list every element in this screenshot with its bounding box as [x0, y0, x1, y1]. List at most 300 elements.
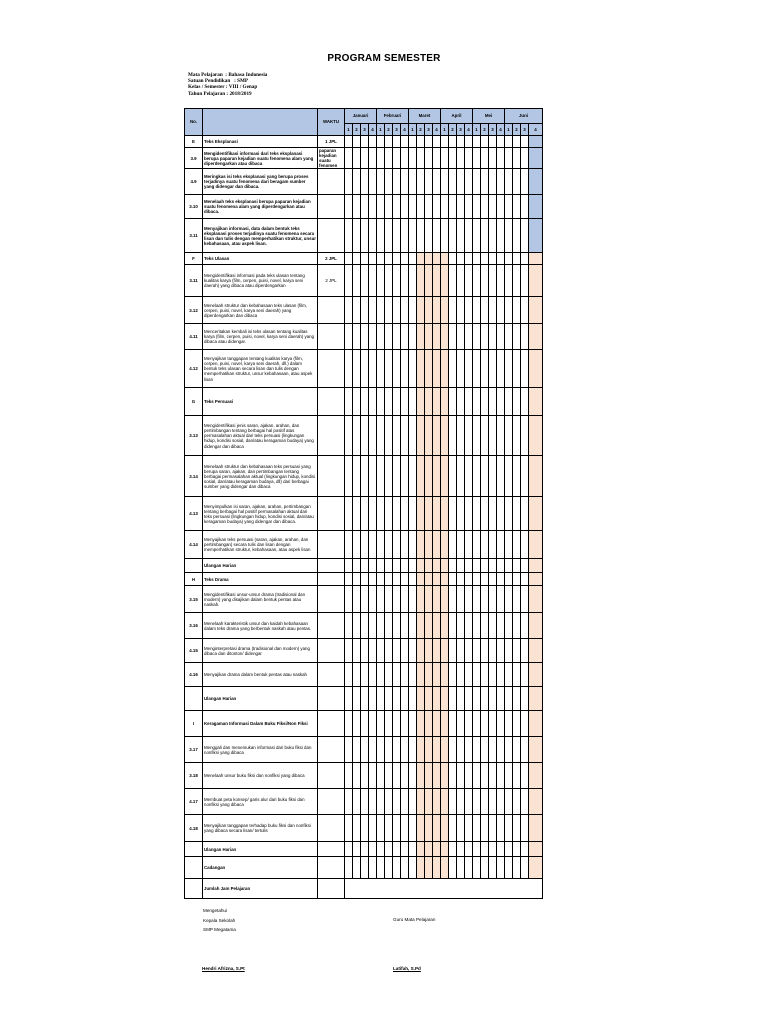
week-cell	[369, 639, 377, 663]
week-cell	[409, 763, 417, 789]
week-cell	[369, 613, 377, 639]
row-number: H	[185, 573, 203, 586]
week-cell	[369, 497, 377, 531]
week-cell	[377, 559, 385, 573]
row-waktu	[318, 687, 345, 711]
week-cell	[497, 586, 505, 613]
week-cell	[401, 456, 409, 497]
week-cell	[481, 857, 489, 879]
row-waktu	[318, 388, 345, 416]
week-cell	[505, 297, 513, 324]
week-cell	[473, 531, 481, 559]
week-cell	[505, 169, 513, 195]
week-cell	[441, 324, 449, 350]
week-cell	[417, 789, 425, 815]
week-cell	[393, 169, 401, 195]
week-cell	[425, 737, 433, 763]
week-cell	[481, 711, 489, 737]
week-cell	[417, 416, 425, 456]
week-cell	[425, 711, 433, 737]
week-cell	[497, 789, 505, 815]
week-cell	[369, 350, 377, 388]
week-cell	[417, 663, 425, 687]
week-cell	[457, 815, 465, 842]
week-cell	[401, 789, 409, 815]
table-row	[185, 531, 543, 559]
week-cell	[393, 763, 401, 789]
week-cell	[377, 663, 385, 687]
week-cell	[417, 842, 425, 857]
week-cell	[417, 388, 425, 416]
week-cell	[497, 416, 505, 456]
row-waktu	[318, 416, 345, 456]
week-cell	[417, 219, 425, 253]
week-cell	[489, 815, 497, 842]
week-cell	[377, 613, 385, 639]
header-month: Mei	[473, 109, 505, 124]
week-cell	[465, 737, 473, 763]
table-row	[185, 573, 543, 586]
week-cell	[441, 265, 449, 297]
week-cell	[361, 253, 369, 265]
row-waktu	[318, 639, 345, 663]
week-cell	[441, 350, 449, 388]
week-cell	[425, 324, 433, 350]
week-cell	[489, 763, 497, 789]
week-cell	[353, 195, 361, 219]
week-cell	[449, 763, 457, 789]
row-waktu	[318, 297, 345, 324]
week-cell	[521, 711, 529, 737]
week-cell	[489, 531, 497, 559]
week-cell	[529, 416, 543, 456]
week-cell	[505, 763, 513, 789]
week-cell	[433, 573, 441, 586]
week-cell	[505, 195, 513, 219]
week-cell	[521, 195, 529, 219]
week-cell	[385, 586, 393, 613]
table-row	[185, 416, 543, 456]
week-cell	[369, 789, 377, 815]
week-cell	[361, 531, 369, 559]
week-cell	[353, 842, 361, 857]
week-cell	[481, 737, 489, 763]
signature-left-block	[203, 906, 236, 935]
week-cell	[369, 711, 377, 737]
week-cell	[417, 195, 425, 219]
week-cell	[449, 559, 457, 573]
table-row	[185, 687, 543, 711]
week-cell	[529, 613, 543, 639]
week-cell	[417, 324, 425, 350]
week-cell	[457, 559, 465, 573]
week-cell	[369, 586, 377, 613]
week-cell	[361, 857, 369, 879]
week-cell	[489, 842, 497, 857]
week-cell	[465, 639, 473, 663]
week-cell	[457, 573, 465, 586]
week-cell	[409, 497, 417, 531]
week-cell	[385, 639, 393, 663]
week-cell	[361, 763, 369, 789]
week-cell	[497, 815, 505, 842]
header-week: 4	[497, 124, 505, 136]
header-week: 2	[449, 124, 457, 136]
row-waktu	[318, 219, 345, 253]
week-cell	[433, 497, 441, 531]
week-cell	[473, 559, 481, 573]
week-cell	[481, 559, 489, 573]
week-cell	[497, 169, 505, 195]
week-cell	[353, 586, 361, 613]
week-cell	[449, 531, 457, 559]
week-cell	[441, 559, 449, 573]
week-cell	[433, 663, 441, 687]
week-cell	[401, 219, 409, 253]
week-cell	[473, 324, 481, 350]
week-cell	[441, 573, 449, 586]
table-row	[185, 559, 543, 573]
row-number: 4.13	[185, 497, 203, 531]
week-cell	[473, 573, 481, 586]
week-cell	[465, 265, 473, 297]
week-cell	[393, 687, 401, 711]
table-row	[185, 136, 543, 148]
week-cell	[361, 350, 369, 388]
table-row	[185, 148, 543, 169]
week-cell	[377, 456, 385, 497]
week-cell	[345, 737, 353, 763]
week-cell	[425, 169, 433, 195]
week-cell	[369, 324, 377, 350]
week-cell	[377, 324, 385, 350]
week-cell	[473, 456, 481, 497]
week-cell	[441, 613, 449, 639]
week-cell	[345, 711, 353, 737]
week-cell	[361, 613, 369, 639]
week-cell	[441, 711, 449, 737]
week-cell	[457, 711, 465, 737]
week-cell	[457, 265, 465, 297]
week-cell	[529, 253, 543, 265]
row-number: 3.15	[185, 586, 203, 613]
week-cell	[489, 573, 497, 586]
header-week: 4	[465, 124, 473, 136]
row-waktu	[318, 586, 345, 613]
week-cell	[529, 531, 543, 559]
week-cell	[449, 416, 457, 456]
row-description: Teks Eksplanasi	[203, 136, 318, 148]
week-cell	[465, 416, 473, 456]
week-cell	[433, 842, 441, 857]
week-cell	[521, 815, 529, 842]
week-cell	[513, 789, 521, 815]
row-waktu: 2 JPL	[318, 253, 345, 265]
row-description: Ulangan Harian	[203, 559, 318, 573]
week-cell	[401, 388, 409, 416]
week-cell	[345, 297, 353, 324]
week-cell	[353, 789, 361, 815]
week-cell	[529, 324, 543, 350]
week-cell	[369, 169, 377, 195]
week-cell	[425, 613, 433, 639]
week-cell	[529, 148, 543, 169]
week-cell	[513, 253, 521, 265]
row-waktu	[318, 573, 345, 586]
week-cell	[457, 195, 465, 219]
week-cell	[513, 687, 521, 711]
week-cell	[425, 559, 433, 573]
week-cell	[521, 857, 529, 879]
week-cell	[529, 169, 543, 195]
table-row	[185, 265, 543, 297]
week-cell	[393, 297, 401, 324]
week-cell	[497, 687, 505, 711]
week-cell	[353, 613, 361, 639]
header-week: 3	[393, 124, 401, 136]
week-cell	[409, 531, 417, 559]
week-cell	[393, 265, 401, 297]
week-cell	[401, 497, 409, 531]
week-cell	[489, 737, 497, 763]
week-cell	[401, 531, 409, 559]
meta-school-year: Tahun Pelajaran : 2018/2019	[188, 90, 252, 97]
row-waktu	[318, 497, 345, 531]
week-cell	[465, 148, 473, 169]
week-cell	[369, 737, 377, 763]
week-cell	[465, 388, 473, 416]
week-cell	[529, 456, 543, 497]
week-cell	[433, 815, 441, 842]
table-row	[185, 586, 543, 613]
week-cell	[409, 195, 417, 219]
week-cell	[441, 388, 449, 416]
week-cell	[433, 148, 441, 169]
week-cell	[489, 148, 497, 169]
week-cell	[353, 559, 361, 573]
week-cell	[505, 559, 513, 573]
week-cell	[393, 195, 401, 219]
week-cell	[489, 253, 497, 265]
week-cell	[353, 815, 361, 842]
week-cell	[425, 789, 433, 815]
week-cell	[497, 763, 505, 789]
week-cell	[489, 388, 497, 416]
week-cell	[385, 857, 393, 879]
week-cell	[529, 815, 543, 842]
week-cell	[353, 169, 361, 195]
week-cell	[377, 265, 385, 297]
header-week: 1	[473, 124, 481, 136]
week-cell	[473, 842, 481, 857]
week-cell	[385, 148, 393, 169]
row-number: E	[185, 136, 203, 148]
week-cell	[441, 842, 449, 857]
header-week: 2	[385, 124, 393, 136]
week-cell	[369, 763, 377, 789]
week-cell	[521, 559, 529, 573]
row-waktu	[318, 857, 345, 879]
week-cell	[345, 573, 353, 586]
week-cell	[497, 324, 505, 350]
header-week: 1	[345, 124, 353, 136]
week-cell	[361, 573, 369, 586]
week-cell	[353, 136, 361, 148]
week-cell	[377, 639, 385, 663]
week-cell	[393, 573, 401, 586]
week-cell	[385, 737, 393, 763]
week-cell	[521, 586, 529, 613]
week-cell	[369, 195, 377, 219]
week-cell	[497, 613, 505, 639]
week-cell	[521, 253, 529, 265]
week-cell	[377, 219, 385, 253]
row-number: 3.17	[185, 737, 203, 763]
week-cell	[441, 297, 449, 324]
week-cell	[393, 639, 401, 663]
week-cell	[465, 169, 473, 195]
week-cell	[513, 388, 521, 416]
week-cell	[481, 497, 489, 531]
week-cell	[385, 559, 393, 573]
week-cell	[401, 324, 409, 350]
row-number: 3.16	[185, 613, 203, 639]
week-cell	[457, 857, 465, 879]
week-cell	[417, 297, 425, 324]
week-cell	[465, 586, 473, 613]
week-cell	[369, 559, 377, 573]
week-cell	[433, 416, 441, 456]
week-cell	[529, 639, 543, 663]
week-cell	[401, 639, 409, 663]
week-cell	[481, 456, 489, 497]
week-cell	[433, 136, 441, 148]
week-cell	[345, 388, 353, 416]
week-cell	[409, 815, 417, 842]
week-cell	[449, 815, 457, 842]
week-cell	[513, 639, 521, 663]
row-waktu	[318, 350, 345, 388]
header-week: 2	[513, 124, 521, 136]
row-description: Teks Drama	[203, 573, 318, 586]
row-number	[185, 687, 203, 711]
week-cell	[505, 456, 513, 497]
week-cell	[369, 148, 377, 169]
week-cell	[401, 737, 409, 763]
week-cell	[521, 169, 529, 195]
week-cell	[457, 219, 465, 253]
row-description: Mengidentifikasi unsur-unsur drama (tradisional dan modern) yang disajikan dalam bentuk pentas atau naskah.	[203, 586, 318, 613]
week-cell	[513, 324, 521, 350]
week-cell	[353, 639, 361, 663]
week-cell	[433, 857, 441, 879]
week-cell	[481, 219, 489, 253]
week-cell	[409, 219, 417, 253]
week-cell	[377, 815, 385, 842]
row-description: Membuat peta konsep/ garis alur dari buku fiksi dan nonfiksi yang dibaca	[203, 789, 318, 815]
week-cell	[481, 763, 489, 789]
week-cell	[513, 531, 521, 559]
week-cell	[441, 586, 449, 613]
week-cell	[481, 663, 489, 687]
week-cell	[497, 136, 505, 148]
week-cell	[393, 559, 401, 573]
week-cell	[401, 350, 409, 388]
week-cell	[521, 456, 529, 497]
week-cell	[417, 737, 425, 763]
week-cell	[473, 497, 481, 531]
week-cell	[481, 815, 489, 842]
week-cell	[393, 456, 401, 497]
week-cell	[441, 857, 449, 879]
week-cell	[521, 663, 529, 687]
week-cell	[441, 148, 449, 169]
week-cell	[353, 711, 361, 737]
week-cell	[505, 687, 513, 711]
week-cell	[457, 297, 465, 324]
header-kd	[203, 109, 318, 136]
week-cell	[489, 195, 497, 219]
week-cell	[449, 136, 457, 148]
week-cell	[393, 148, 401, 169]
week-cell	[393, 815, 401, 842]
week-cell	[489, 350, 497, 388]
week-cell	[393, 324, 401, 350]
table-row	[185, 324, 543, 350]
row-description: Menelaah unsur buku fiksi dan nonfiksi yang dibaca	[203, 763, 318, 789]
week-cell	[481, 687, 489, 711]
row-description: Cadangan	[203, 857, 318, 879]
week-cell	[457, 416, 465, 456]
header-week: 4	[401, 124, 409, 136]
week-cell	[513, 416, 521, 456]
week-cell	[353, 497, 361, 531]
week-cell	[385, 195, 393, 219]
week-cell	[345, 219, 353, 253]
week-cell	[481, 531, 489, 559]
week-cell	[481, 253, 489, 265]
week-cell	[345, 324, 353, 350]
week-cell	[425, 763, 433, 789]
week-cell	[369, 663, 377, 687]
week-cell	[497, 737, 505, 763]
week-cell	[409, 456, 417, 497]
week-cell	[417, 573, 425, 586]
signature-teacher-title: Guru Mata Pelajaran	[393, 917, 436, 922]
week-cell	[369, 253, 377, 265]
week-cell	[505, 497, 513, 531]
week-cell	[425, 253, 433, 265]
week-cell	[441, 456, 449, 497]
week-cell	[369, 416, 377, 456]
week-cell	[377, 148, 385, 169]
week-cell	[521, 531, 529, 559]
week-cell	[489, 586, 497, 613]
header-month: Februari	[377, 109, 409, 124]
week-cell	[505, 663, 513, 687]
week-cell	[353, 219, 361, 253]
week-cell	[345, 586, 353, 613]
header-week: 4	[433, 124, 441, 136]
week-cell	[409, 857, 417, 879]
week-cell	[505, 531, 513, 559]
week-cell	[425, 388, 433, 416]
week-cell	[401, 613, 409, 639]
week-cell	[361, 169, 369, 195]
week-cell	[393, 737, 401, 763]
week-cell	[449, 169, 457, 195]
week-cell	[529, 497, 543, 531]
